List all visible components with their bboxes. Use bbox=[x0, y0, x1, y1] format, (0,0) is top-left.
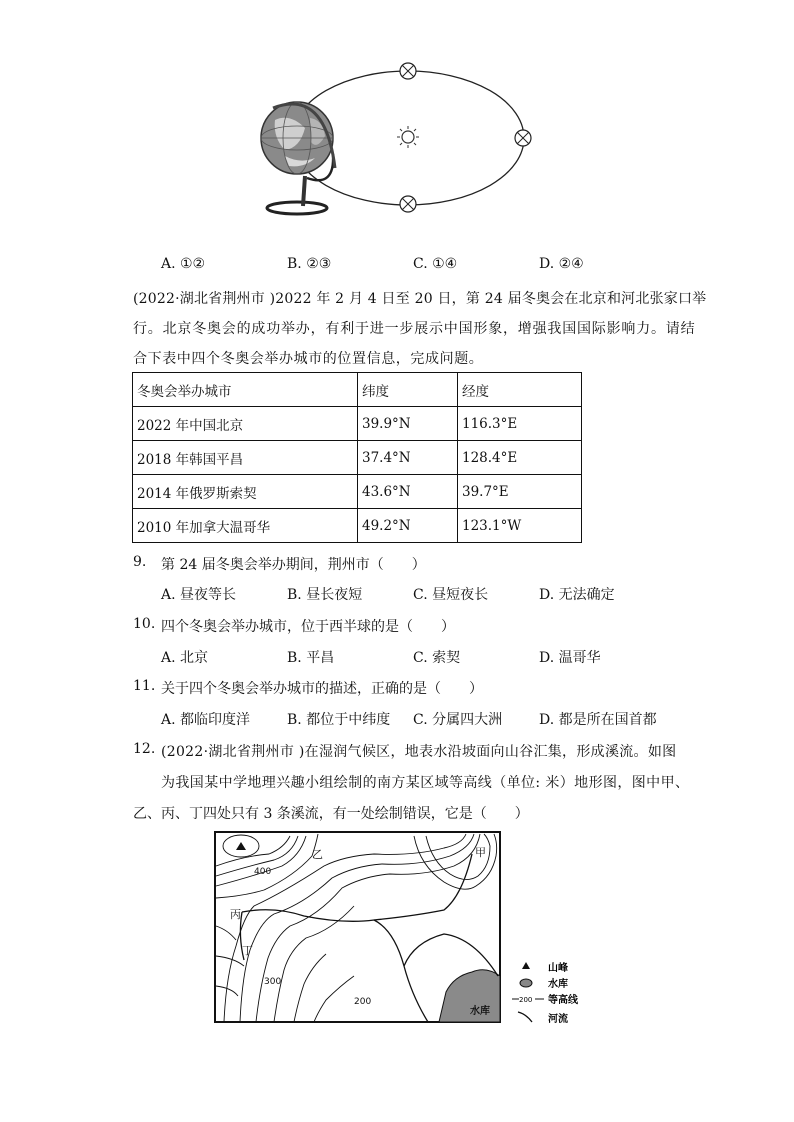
table-cell: 2022 年中国北京 bbox=[133, 407, 358, 441]
q11-number: 11. bbox=[133, 678, 156, 694]
table-row bbox=[133, 441, 582, 475]
q11-option-c: C. 分属四大洲 bbox=[413, 712, 503, 728]
legend-peak-label: 山峰 bbox=[548, 963, 568, 974]
q12-line-1: (2022·湖北省荆州市 )在湿润气候区，地表水沿坡面向山谷汇集，形成溪流。如图 bbox=[161, 744, 677, 760]
q8-option-b: B. ②③ bbox=[287, 256, 332, 272]
q9-option-c: C. 昼短夜长 bbox=[413, 587, 489, 603]
q11-option-d: D. 都是所在国首都 bbox=[539, 712, 657, 728]
table-row bbox=[133, 475, 582, 509]
q9-number: 9. bbox=[133, 554, 147, 570]
table-cell: 2018 年韩国平昌 bbox=[133, 441, 358, 475]
contour-label-200: 200 bbox=[354, 997, 372, 1007]
legend-reservoir-icon bbox=[520, 979, 532, 987]
q10-text: 四个冬奥会举办城市，位于西半球的是（ ） bbox=[161, 619, 455, 635]
table-cell: 2010 年加拿大温哥华 bbox=[133, 509, 358, 543]
legend-river-label: 河流 bbox=[548, 1014, 568, 1025]
legend-peak-icon bbox=[522, 962, 530, 969]
table-header-city: 冬奥会举办城市 bbox=[133, 373, 358, 407]
table-cell: 2014 年俄罗斯索契 bbox=[133, 475, 358, 509]
legend-contour-label: 等高线 bbox=[548, 995, 578, 1006]
table-cell: 49.2°N bbox=[358, 509, 458, 543]
map-label-yi: 乙 bbox=[312, 848, 323, 861]
table-header-longitude: 经度 bbox=[458, 373, 582, 407]
olympic-cities-table bbox=[132, 372, 582, 543]
table-cell: 43.6°N bbox=[358, 475, 458, 509]
q10-option-d: D. 温哥华 bbox=[539, 650, 601, 666]
table-cell: 123.1°W bbox=[458, 509, 582, 543]
table-cell: 37.4°N bbox=[358, 441, 458, 475]
sun-icon bbox=[397, 126, 419, 148]
map-label-bing: 丙 bbox=[230, 908, 241, 921]
contour-map bbox=[214, 826, 584, 1028]
orbit-position-right bbox=[515, 130, 531, 146]
table-cell: 116.3°E bbox=[458, 407, 582, 441]
q12-number: 12. bbox=[133, 741, 156, 757]
reservoir-label: 水库 bbox=[470, 1006, 490, 1017]
map-label-jia: 甲 bbox=[475, 846, 486, 859]
orbit-position-top bbox=[400, 63, 416, 79]
q11-option-b: B. 都位于中纬度 bbox=[287, 712, 391, 728]
table-cell: 39.9°N bbox=[358, 407, 458, 441]
q9-option-d: D. 无法确定 bbox=[539, 587, 615, 603]
earth-orbit-diagram bbox=[255, 58, 555, 218]
contour-label-400: 400 bbox=[254, 867, 272, 877]
q8-option-d: D. ②④ bbox=[539, 256, 584, 272]
q12-line-3: 乙、丙、丁四处只有 3 条溪流，有一处绘制错误，它是（ ） bbox=[133, 806, 529, 822]
passage-line-2: 行。北京冬奥会的成功举办，有利于进一步展示中国形象，增强我国国际影响力。请结 bbox=[133, 321, 696, 337]
q12-line-2: 为我国某中学地理兴趣小组绘制的南方某区域等高线（单位: 米）地形图，图中甲、 bbox=[161, 775, 690, 791]
map-label-ding: 丁 bbox=[242, 944, 253, 957]
q11-option-a: A. 都临印度洋 bbox=[161, 712, 251, 728]
contour-label-300: 300 bbox=[264, 977, 282, 987]
q8-option-c: C. ①④ bbox=[413, 256, 458, 272]
q9-text: 第 24 届冬奥会举办期间，荆州市（ ） bbox=[161, 557, 426, 573]
q10-option-a: A. 北京 bbox=[161, 650, 209, 666]
table-cell: 39.7°E bbox=[458, 475, 582, 509]
passage-line-1: (2022·湖北省荆州市 )2022 年 2 月 4 日至 20 日，第 24 届冬奥会在北京和河北张家口举 bbox=[133, 291, 707, 307]
legend-river-icon bbox=[518, 1012, 532, 1022]
globe-icon bbox=[261, 102, 335, 214]
q9-option-a: A. 昼夜等长 bbox=[161, 587, 237, 603]
legend-reservoir-label: 水库 bbox=[548, 979, 568, 990]
passage-line-3: 合下表中四个冬奥会举办城市的位置信息，完成问题。 bbox=[133, 351, 484, 367]
q10-option-c: C. 索契 bbox=[413, 650, 461, 666]
table-row bbox=[133, 509, 582, 543]
q10-option-b: B. 平昌 bbox=[287, 650, 335, 666]
table-cell: 128.4°E bbox=[458, 441, 582, 475]
q10-number: 10. bbox=[133, 616, 156, 632]
table-row bbox=[133, 407, 582, 441]
q9-option-b: B. 昼长夜短 bbox=[287, 587, 363, 603]
orbit-position-bottom bbox=[400, 196, 416, 212]
table-header-latitude: 纬度 bbox=[358, 373, 458, 407]
q11-text: 关于四个冬奥会举办城市的描述，正确的是（ ） bbox=[161, 681, 483, 697]
map-legend bbox=[512, 961, 579, 1025]
table-header-row bbox=[133, 373, 582, 407]
q8-option-a: A. ①② bbox=[161, 256, 206, 272]
legend-contour-sample: 200 bbox=[519, 996, 533, 1004]
